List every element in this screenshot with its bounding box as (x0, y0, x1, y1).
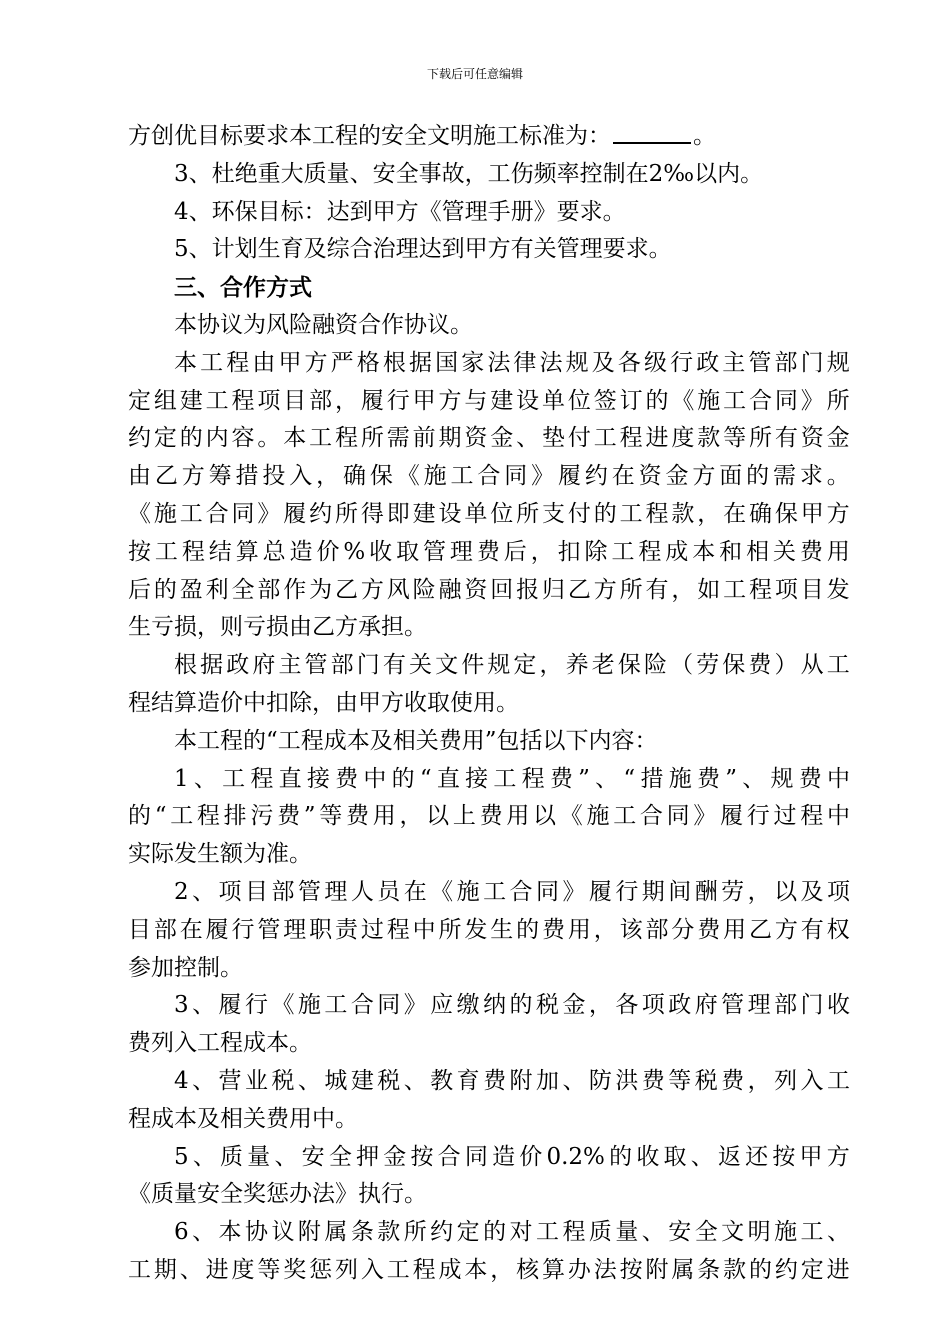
text-line: 4、环保目标：达到甲方《管理手册》要求。 (174, 198, 626, 225)
text-line: 2 、 项 目 部 管 理 人 员 在 《 施 工 合 同 》 履 行 期 间 酬 劳 ， 以 及 项 (174, 878, 850, 905)
fill-in-blank (613, 118, 691, 144)
text-line: 5 、 质 量 、 安 全 押 金 按 合 同 造 价 0.2% 的 收 取 、 返 还 按 甲 方 (174, 1143, 850, 1170)
text-line: 参加控制。 (128, 954, 243, 981)
text-line: 3 、 履 行 《 施 工 合 同 》 应 缴 纳 的 税 金 ， 各 项 政 府 管 理 部 门 收 (174, 992, 850, 1019)
text-line: 目 部 在 履 行 管 理 职 责 过 程 中 所 发 生 的 费 用 ， 该 部 分 费 用 乙 方 有 权 (128, 916, 850, 943)
text-line: 1 、 工 程 直 接 费 中 的 “ 直 接 工 程 费 ” 、 “ 措 施 费 ” 、 规 费 中 (174, 765, 850, 792)
text-line: 《 施 工 合 同 》 履 约 所 得 即 建 设 单 位 所 支 付 的 工 程 款 ， 在 确 保 甲 方 (128, 500, 850, 527)
text-line: 工 期 、 进 度 等 奖 惩 列 入 工 程 成 本 ， 核 算 办 法 按 附 属 条 款 的 约 定 进 (128, 1256, 850, 1283)
text-line: 3、杜绝重大质量、安全事故，工伤频率控制在2‰以内。 (174, 160, 764, 187)
text-line: 方创优目标要求本工程的安全文明施工标准为： 。 (128, 118, 850, 156)
text-line: 本 工 程 由 甲 方 严 格 根 据 国 家 法 律 法 规 及 各 级 行 政 主 管 部 门 规 (174, 349, 850, 376)
text-line: 定 组 建 工 程 项 目 部 ， 履 行 甲 方 与 建 设 单 位 签 订 的 《 施 工 合 同 》 所 (128, 387, 850, 414)
text-line: 《质量安全奖惩办法》执行。 (128, 1181, 427, 1208)
text-line: 生亏损，则亏损由乙方承担。 (128, 614, 427, 641)
text-line: 程结算造价中扣除，由甲方收取使用。 (128, 689, 519, 716)
text-line: 由 乙 方 筹 措 投 入 ， 确 保 《 施 工 合 同 》 履 约 在 资 金 方 面 的 需 求 。 (128, 463, 850, 490)
section-heading: 三、合作方式 (174, 274, 312, 302)
text-line: 4 、 营 业 税 、 城 建 税 、 教 育 费 附 加 、 防 洪 费 等 税 费 ， 列 入 工 (174, 1067, 850, 1094)
text-line: 程成本及相关费用中。 (128, 1105, 358, 1132)
text-line: 实际发生额为准。 (128, 841, 312, 868)
text-line: 后 的 盈 利 全 部 作 为 乙 方 风 险 融 资 回 报 归 乙 方 所 有 ， 如 工 程 项 目 发 (128, 576, 850, 603)
text-line: 本工程的“工程成本及相关费用”包括以下内容： (174, 727, 658, 754)
text-line: 的 “ 工 程 排 污 费 ” 等 费 用 ， 以 上 费 用 以 《 施 工 合 同 》 履 行 过 程 中 (128, 803, 850, 830)
text-line: 根 据 政 府 主 管 部 门 有 关 文 件 规 定 ， 养 老 保 险 （ 劳 保 费 ） 从 工 (174, 652, 850, 679)
text-line: 按 工 程 结 算 总 造 价 % 收 取 管 理 费 后 ， 扣 除 工 程 成 本 和 相 关 费 用 (128, 538, 850, 565)
text-line: 约 定 的 内 容 。 本 工 程 所 需 前 期 资 金 、 垫 付 工 程 进 度 款 等 所 有 资 金 (128, 425, 850, 452)
text-line: 费列入工程成本。 (128, 1030, 312, 1057)
text-line: 本协议为风险融资合作协议。 (174, 311, 473, 338)
text-line: 5、计划生育及综合治理达到甲方有关管理要求。 (174, 236, 672, 263)
page-header: 下载后可任意编辑 (426, 67, 523, 81)
document-body (128, 118, 850, 1290)
text-line: 6 、 本 协 议 附 属 条 款 所 约 定 的 对 工 程 质 量 、 安 全 文 明 施 工 、 (174, 1219, 850, 1246)
